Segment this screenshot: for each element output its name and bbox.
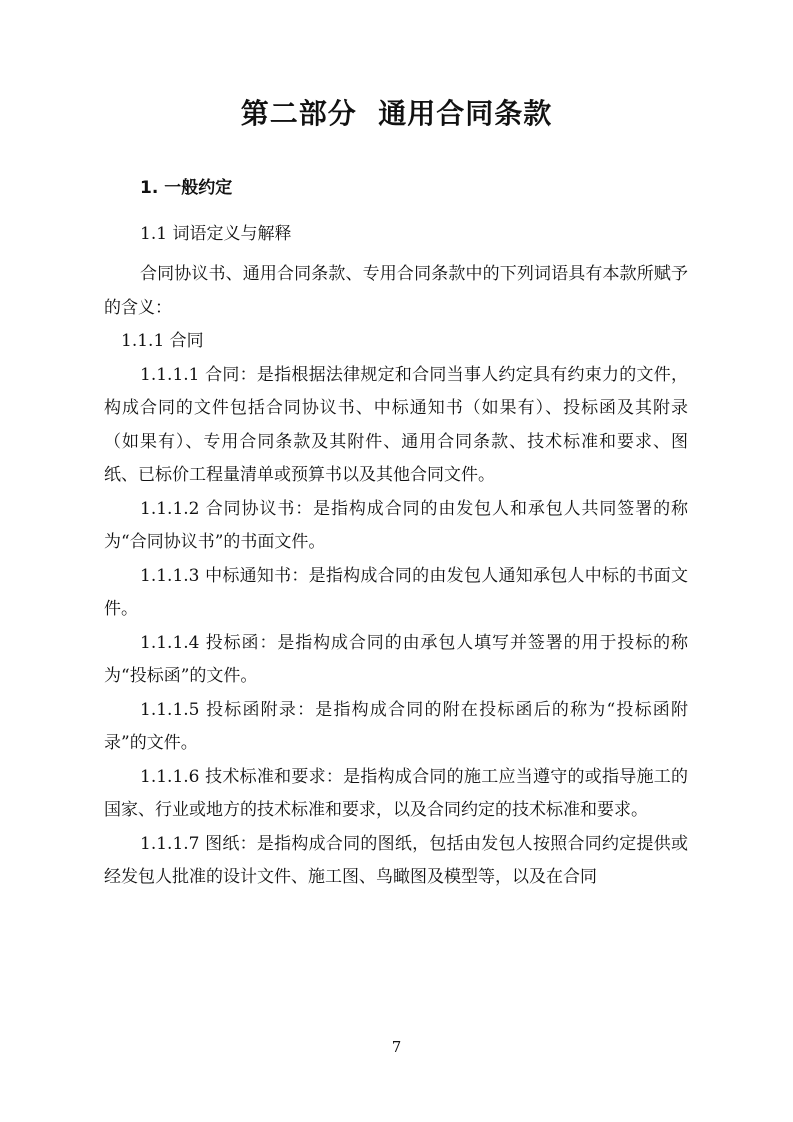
subsection-heading — [140, 219, 291, 244]
subsection-title: 词语定义与解释 — [172, 224, 292, 244]
definition-paragraph: 1.1.1.6 技术标准和要求：是指构成合同的施工应当遵守的或指导施工的国家、行业或地方的技术标准和要求，以及合同约定的技术标准和要求。 — [104, 766, 688, 820]
definition-paragraph: 1.1.1.4 投标函：是指构成合同的由承包人填写并签署的用于投标的称为“投标函”的文件。 — [104, 632, 688, 686]
intro-paragraph: 合同协议书、通用合同条款、专用合同条款中的下列词语具有本款所赋予的含义： — [104, 264, 688, 318]
definition-paragraph: 1.1.1.7 图纸：是指构成合同的图纸，包括由发包人按照合同约定提供或经发包人批准的设计文件、施工图、鸟瞰图及模型等，以及在合同 — [104, 833, 688, 887]
subsection-1-1-1-heading: 1.1.1 合同 — [121, 331, 204, 351]
document-body — [104, 258, 688, 895]
subsection-number: 1.1 — [140, 224, 173, 244]
definition-paragraph: 1.1.1.3 中标通知书：是指构成合同的由发包人通知承包人中标的书面文件。 — [104, 565, 688, 619]
section-heading: 1. 一般约定 — [140, 178, 233, 198]
definition-paragraph: 1.1.1.5 投标函附录：是指构成合同的附在投标函后的称为“投标函附录”的文件。 — [104, 699, 688, 753]
definition-paragraph: 1.1.1.2 合同协议书：是指构成合同的由发包人和承包人共同签署的称为“合同协议书”的书面文件。 — [104, 498, 688, 552]
definition-paragraph: 1.1.1.1 合同：是指根据法律规定和合同当事人约定具有约束力的文件，构成合同的文件包括合同协议书、中标通知书（如果有）、投标函及其附录（如果有）、专用合同条款及其附件、通用合同条款、技术标准和要求、图纸、已标价工程量清单或预算书以及其他合同文件。 — [104, 364, 688, 485]
page-number: 7 — [391, 1038, 402, 1056]
page-title: 第二部分 通用合同条款 — [240, 97, 553, 130]
